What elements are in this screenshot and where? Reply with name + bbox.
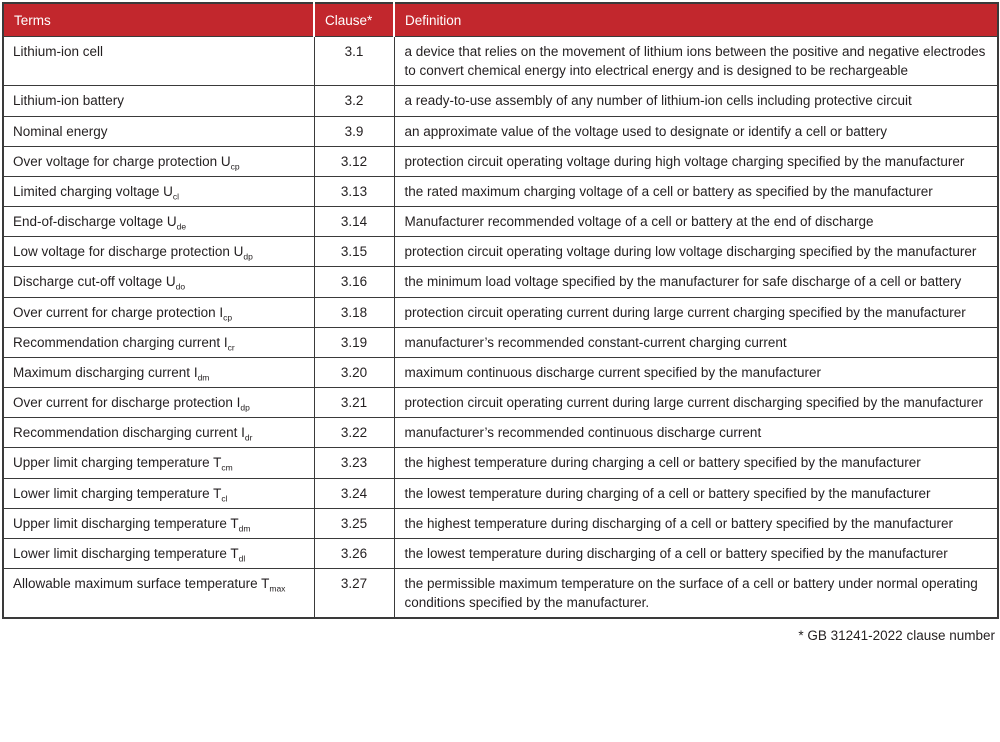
term-cell: Over voltage for charge protection $U_{cp}$ [3,146,314,176]
term-subscript: de [176,221,187,232]
clause-cell: 3.13 [314,176,394,206]
term-cell: Discharge cut-off voltage $U_{do}$ [3,267,314,297]
table-row [3,267,998,297]
definition-cell: protection circuit operating voltage during low voltage discharging specified by the manufacturer [394,237,998,267]
term-cell: Lithium-ion cell [3,37,314,86]
term-subscript: cl [172,191,179,202]
table-row [3,478,998,508]
term-subscript: dm [197,372,210,383]
table-row [3,568,998,618]
table-row [3,357,998,387]
table-row [3,86,998,116]
table-row [3,538,998,568]
definition-cell: Manufacturer recommended voltage of a cell or battery at the end of discharge [394,207,998,237]
term-cell: Lower limit charging temperature $T_{cl}$ [3,478,314,508]
definition-cell: the highest temperature during charging a cell or battery specified by the manufacturer [394,448,998,478]
term-subscript: dr [244,432,253,443]
table-row [3,448,998,478]
definition-cell: the lowest temperature during charging of a cell or battery specified by the manufacturer [394,478,998,508]
clause-cell: 3.19 [314,327,394,357]
term-cell: Over current for discharge protection $I_{dp}$ [3,388,314,418]
term-cell: Limited charging voltage $U_{cl}$ [3,176,314,206]
term-subscript: cp [223,312,233,323]
table-row [3,207,998,237]
term-cell: Upper limit charging temperature $T_{cm}$ [3,448,314,478]
term-cell: Maximum discharging current $I_{dm}$ [3,357,314,387]
term-cell: End-of-discharge voltage $U_{de}$ [3,207,314,237]
table-row [3,508,998,538]
header-clause: Clause* [314,3,394,37]
clause-cell: 3.23 [314,448,394,478]
term-cell: Nominal energy [3,116,314,146]
table-header-row [3,3,998,37]
term-cell: Lower limit discharging temperature $T_{dl}$ [3,538,314,568]
term-cell: Low voltage for discharge protection $U_{dp}$ [3,237,314,267]
term-cell: Upper limit discharging temperature $T_{dm}$ [3,508,314,538]
term-subscript: dp [240,402,250,413]
clause-cell: 3.27 [314,568,394,618]
definition-cell: protection circuit operating voltage during high voltage charging specified by the manufacturer [394,146,998,176]
definition-cell: manufacturer’s recommended constant-current charging current [394,327,998,357]
table-row [3,176,998,206]
table-row [3,146,998,176]
table-row [3,388,998,418]
table-row [3,116,998,146]
table-row [3,327,998,357]
table-body [3,37,998,619]
definition-cell: a device that relies on the movement of lithium ions between the positive and negative electrodes to convert chemical energy into electrical energy and is designed to be rechargeable [394,37,998,86]
term-cell: Recommendation charging current $I_{cr}$ [3,327,314,357]
clause-cell: 3.22 [314,418,394,448]
clause-cell: 3.18 [314,297,394,327]
clause-cell: 3.26 [314,538,394,568]
term-subscript: dl [238,553,246,564]
term-cell: Allowable maximum surface temperature $T_{max}$ [3,568,314,618]
definition-cell: the minimum load voltage specified by the manufacturer for safe discharge of a cell or battery [394,267,998,297]
term-subscript: cl [221,493,228,504]
term-subscript: cp [230,161,240,172]
definition-cell: protection circuit operating current during large current discharging specified by the manufacturer [394,388,998,418]
term-subscript: cm [221,463,233,474]
table-row [3,418,998,448]
definition-cell: an approximate value of the voltage used to designate or identify a cell or battery [394,116,998,146]
table-row [3,237,998,267]
term-subscript: dm [238,523,251,534]
clause-cell: 3.2 [314,86,394,116]
clause-cell: 3.15 [314,237,394,267]
terms-definitions-table [2,2,999,619]
definition-cell: the lowest temperature during discharging of a cell or battery specified by the manufacturer [394,538,998,568]
clause-cell: 3.20 [314,357,394,387]
definition-cell: manufacturer’s recommended continuous discharge current [394,418,998,448]
definition-cell: the permissible maximum temperature on the surface of a cell or battery under normal operating conditions specified by the manufacturer. [394,568,998,618]
definition-cell: the rated maximum charging voltage of a cell or battery as specified by the manufacturer [394,176,998,206]
term-cell: Lithium-ion battery [3,86,314,116]
clause-cell: 3.12 [314,146,394,176]
clause-cell: 3.1 [314,37,394,86]
header-definition: Definition [394,3,998,37]
term-subscript: max [269,583,286,594]
definition-cell: protection circuit operating current during large current charging specified by the manufacturer [394,297,998,327]
clause-cell: 3.25 [314,508,394,538]
clause-cell: 3.14 [314,207,394,237]
header-terms: Terms [3,3,314,37]
clause-cell: 3.16 [314,267,394,297]
term-subscript: cr [227,342,235,353]
definition-cell: the highest temperature during discharging of a cell or battery specified by the manufacturer [394,508,998,538]
table-row [3,297,998,327]
term-cell: Recommendation discharging current $I_{dr}$ [3,418,314,448]
term-subscript: dp [243,251,253,262]
footnote: * GB 31241-2022 clause number [798,628,995,644]
term-subscript: do [175,282,186,293]
definition-cell: maximum continuous discharge current specified by the manufacturer [394,357,998,387]
clause-cell: 3.21 [314,388,394,418]
clause-cell: 3.24 [314,478,394,508]
term-cell: Over current for charge protection $I_{cp}$ [3,297,314,327]
definition-cell: a ready-to-use assembly of any number of lithium-ion cells including protective circuit [394,86,998,116]
table-row [3,37,998,86]
clause-cell: 3.9 [314,116,394,146]
